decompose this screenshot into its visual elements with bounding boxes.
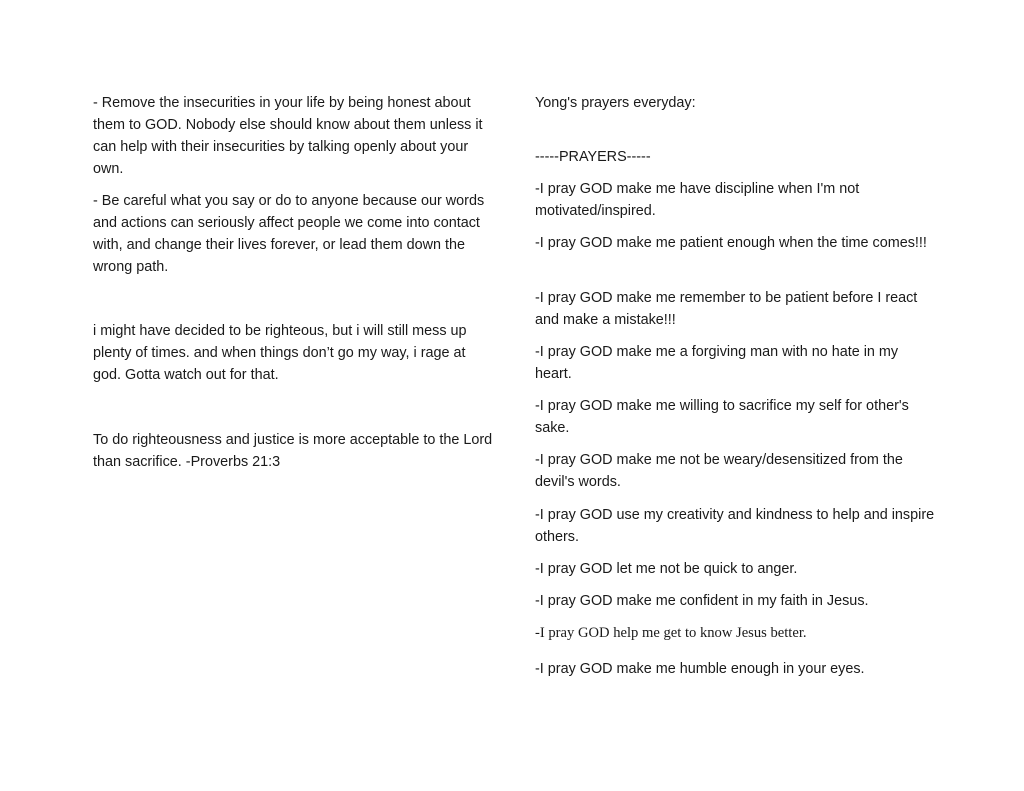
prayer-item: -I pray GOD make me a forgiving man with no hate in my heart. xyxy=(535,344,899,382)
note-insecurities: - Remove the insecurities in your life by being honest about them to GOD. Nobody else should know about them unless it can help with their insecurities by talking openly about your own. xyxy=(93,95,483,177)
prayer-item: -I pray GOD make me have discipline when I'm not motivated/inspired. xyxy=(535,181,860,219)
prayers-section-label: -----PRAYERS----- xyxy=(535,149,651,165)
prayer-item: -I pray GOD make me remember to be patient before I react and make a mistake!!! xyxy=(535,290,918,328)
prayer-item: -I pray GOD let me not be quick to anger. xyxy=(535,561,798,577)
prayer-item: -I pray GOD make me patient enough when the time comes!!! xyxy=(535,235,927,251)
prayer-item: -I pray GOD make me humble enough in your eyes. xyxy=(535,661,865,677)
prayer-item: -I pray GOD help me get to know Jesus better. xyxy=(535,625,807,641)
prayer-item: -I pray GOD make me willing to sacrifice my self for other's sake. xyxy=(535,398,909,436)
note-righteous: i might have decided to be righteous, but i will still mess up plenty of times. and when things don’t go my way, i rage at god. Gotta watch out for that. xyxy=(93,323,467,383)
prayer-item: -I pray GOD make me confident in my faith in Jesus. xyxy=(535,593,869,609)
note-proverbs: To do righteousness and justice is more acceptable to the Lord than sacrifice. -Proverbs 21:3 xyxy=(93,432,493,470)
prayer-item: -I pray GOD use my creativity and kindness to help and inspire others. xyxy=(535,507,935,545)
note-words-actions: - Be careful what you say or do to anyone because our words and actions can seriously affect people we come into contact with, and change their lives forever, or lead them down the wrong path. xyxy=(93,193,485,275)
prayers-heading: Yong's prayers everyday: xyxy=(535,95,696,111)
prayer-item: -I pray GOD make me not be weary/desensitized from the devil's words. xyxy=(535,452,903,490)
